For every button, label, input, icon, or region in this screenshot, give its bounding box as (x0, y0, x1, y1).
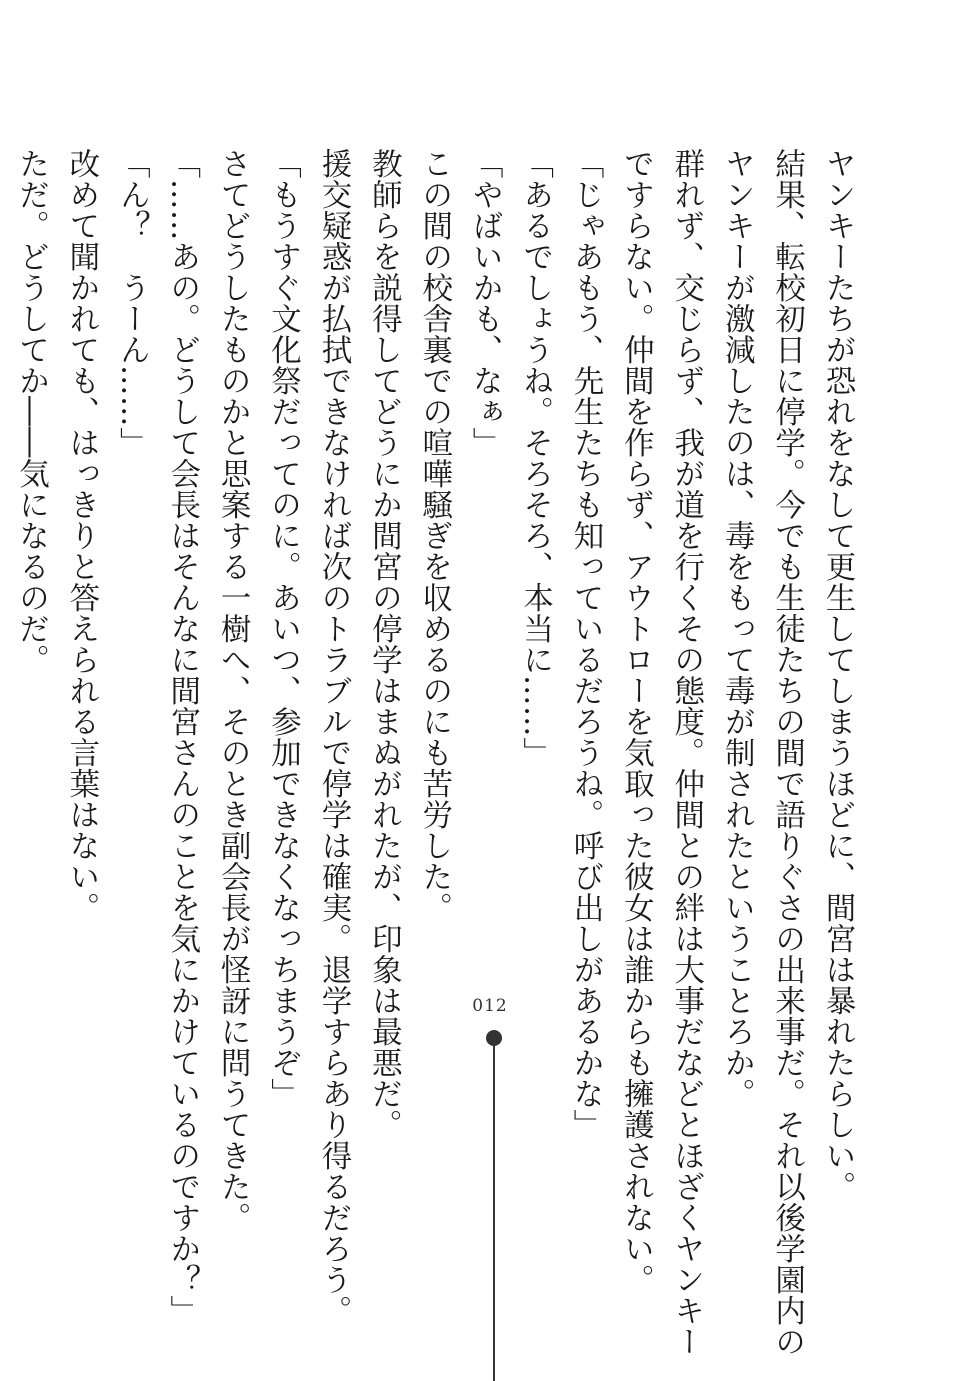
text-line: この間の校舎裏での喧嘩騒ぎを収めるのにも苦労した。 (416, 148, 452, 923)
text-line: 援交疑惑が払拭できなければ次のトラブルで停学は確実。退学すらあり得るだろう。 (315, 148, 351, 1326)
text-line: ただ。どうしてか――気になるのだ。 (13, 148, 49, 675)
text-line: 「やばいかも、なぁ」 (467, 148, 503, 458)
text-line: 「じゃあもう、先生たちも知っているだろうね。呼び出しがあるかな」 (567, 148, 603, 1140)
page-number: 012 (472, 996, 508, 1016)
page-marker-icon (486, 1030, 506, 1381)
text-line: 結果、転校初日に停学。今でも生徒たちの間で語りぐさの出来事だ。それ以後学園内の (769, 148, 805, 1357)
text-line: ヤンキーが激減したのは、毒をもって毒が制されたということろか。 (719, 148, 755, 1109)
text-line: ですらない。仲間を作らず、アウトローを気取った彼女は誰からも擁護されない。 (618, 148, 654, 1295)
text-line: さてどうしたものかと思案する一樹へ、そのとき副会長が怪訝に問うてきた。 (215, 148, 251, 1233)
marker-dot (486, 1030, 502, 1046)
text-line: 「あるでしょうね。そろそろ、本当に……」 (517, 148, 553, 768)
text-line: 群れず、交じらず、我が道を行くその態度。仲間との絆は大事だなどとほざくヤンキー (668, 148, 704, 1357)
text-line: 「……あの。どうして会長はそんなに間宮さんのことを気にかけているのですか？」 (164, 148, 200, 1326)
text-line: 教師らを説得してどうにか間宮の停学はまぬがれたが、印象は最悪だ。 (366, 148, 402, 1140)
text-line: 「もうすぐ文化祭だってのに。あいつ、参加できなくなっちまうぞ」 (265, 148, 301, 1109)
marker-line (493, 1046, 495, 1381)
text-line: 改めて聞かれても、はっきりと答えられる言葉はない。 (63, 148, 99, 923)
text-line: 「ん？ うーん……」 (114, 148, 150, 458)
text-line: ヤンキーたちが恐れをなして更生してしまうほどに、間宮は暴れたらしい。 (820, 148, 855, 1202)
